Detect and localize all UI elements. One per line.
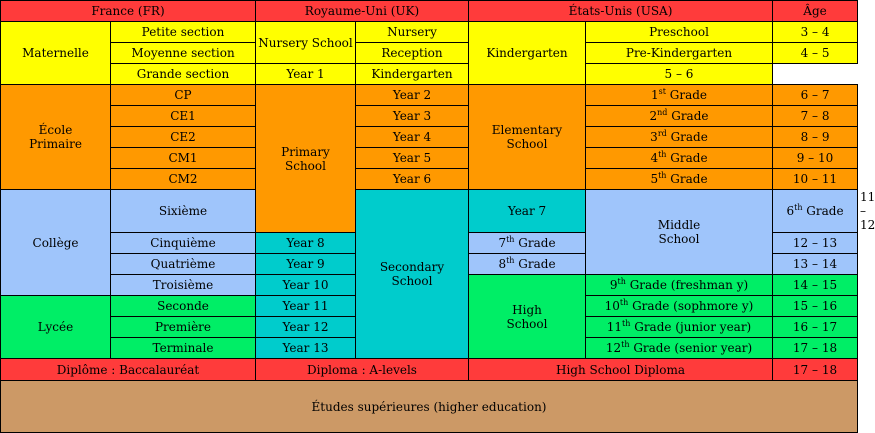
age-range: 3 – 4 [773, 22, 858, 43]
fr-level: Seconde [111, 296, 256, 317]
usa-group-middle-school: Middle School [586, 190, 773, 275]
fr-level: Grande section [111, 64, 256, 85]
diploma-usa: High School Diploma [469, 359, 773, 381]
age-range: 17 – 18 [773, 338, 858, 359]
table-row [1, 148, 858, 169]
fr-level: Quatrième [111, 254, 256, 275]
fr-level: Troisième [111, 275, 256, 296]
uk-level: Year 6 [356, 169, 469, 190]
table-row [1, 22, 858, 43]
age-range: 7 – 8 [773, 106, 858, 127]
fr-level: CE2 [111, 127, 256, 148]
uk-group-secondary-school: Secondary School [356, 190, 469, 359]
fr-level: CM2 [111, 169, 256, 190]
table-row [1, 43, 858, 64]
age-range: 12 – 13 [773, 233, 858, 254]
age-range: 14 – 15 [773, 275, 858, 296]
fr-group-maternelle: Maternelle [1, 22, 111, 85]
age-range: 9 – 10 [773, 148, 858, 169]
uk-level: Year 11 [256, 296, 356, 317]
uk-level: Year 12 [256, 317, 356, 338]
header-france: France (FR) [1, 1, 256, 22]
age-range: 8 – 9 [773, 127, 858, 148]
fr-group-lycee: Lycée [1, 296, 111, 359]
table-row [1, 127, 858, 148]
uk-level: Year 9 [256, 254, 356, 275]
uk-level: Year 3 [356, 106, 469, 127]
fr-level: CE1 [111, 106, 256, 127]
table-row: Collège Sixième Secondary School Year 7 Middle School 6th Grade 11 – 12 [1, 190, 858, 233]
uk-level: Year 2 [356, 85, 469, 106]
usa-level: 7th Grade [469, 233, 586, 254]
usa-level: 1st Grade [586, 85, 773, 106]
uk-level: Year 1 [256, 64, 356, 85]
usa-level: 12th Grade (senior year) [586, 338, 773, 359]
usa-level: Pre-Kindergarten [586, 43, 773, 64]
fr-level: CM1 [111, 148, 256, 169]
usa-level: 8th Grade [469, 254, 586, 275]
fr-level: Petite section [111, 22, 256, 43]
usa-level: 3rd Grade [586, 127, 773, 148]
usa-level: 4th Grade [586, 148, 773, 169]
uk-level: Reception [356, 43, 469, 64]
fr-group-ecole-primaire: École Primaire [1, 85, 111, 190]
usa-level: 9th Grade (freshman y) [586, 275, 773, 296]
age-range: 13 – 14 [773, 254, 858, 275]
usa-level: 5th Grade [586, 169, 773, 190]
age-range: 6 – 7 [773, 85, 858, 106]
table-row [1, 85, 858, 106]
higher-education: Études supérieures (higher education) [1, 381, 858, 433]
age-range: 5 – 6 [586, 64, 773, 85]
uk-level: Year 5 [356, 148, 469, 169]
fr-level: Moyenne section [111, 43, 256, 64]
usa-level: Preschool [586, 22, 773, 43]
usa-level: 10th Grade (sophmore y) [586, 296, 773, 317]
higher-education-row [1, 381, 858, 433]
table-row [1, 106, 858, 127]
diploma-france: Diplôme : Baccalauréat [1, 359, 256, 381]
uk-group-primary-school: Primary School [256, 85, 356, 233]
usa-group-kindergarten: Kindergarten [469, 22, 586, 85]
uk-level: Year 7 [469, 190, 586, 233]
fr-level: Terminale [111, 338, 256, 359]
fr-level: Cinquième [111, 233, 256, 254]
uk-level: Year 4 [356, 127, 469, 148]
usa-group-elementary-school: Elementary School [469, 85, 586, 190]
table-row [1, 64, 858, 85]
uk-level: Year 13 [256, 338, 356, 359]
fr-level: CP [111, 85, 256, 106]
age-range: 15 – 16 [773, 296, 858, 317]
uk-level: Year 8 [256, 233, 356, 254]
diploma-age: 17 – 18 [773, 359, 858, 381]
fr-level: Sixième [111, 190, 256, 233]
fr-level: Première [111, 317, 256, 338]
uk-group-nursery-school: Nursery School [256, 22, 356, 64]
uk-level: Year 10 [256, 275, 356, 296]
uk-level: Nursery [356, 22, 469, 43]
usa-level: 2nd Grade [586, 106, 773, 127]
age-range: 10 – 11 [773, 169, 858, 190]
table-row [1, 169, 858, 190]
fr-group-college: Collège [1, 190, 111, 296]
usa-group-high-school: High School [469, 275, 586, 359]
header-age: Âge [773, 1, 858, 22]
header-uk: Royaume-Uni (UK) [256, 1, 469, 22]
usa-level: 11th Grade (junior year) [586, 317, 773, 338]
usa-level: 6th Grade [773, 190, 858, 233]
age-range: 4 – 5 [773, 43, 858, 64]
header-usa: États-Unis (USA) [469, 1, 773, 22]
age-range: 16 – 17 [773, 317, 858, 338]
usa-level: Kindergarten [356, 64, 469, 85]
header-row [1, 1, 858, 22]
diploma-uk: Diploma : A-levels [256, 359, 469, 381]
diploma-row [1, 359, 858, 381]
